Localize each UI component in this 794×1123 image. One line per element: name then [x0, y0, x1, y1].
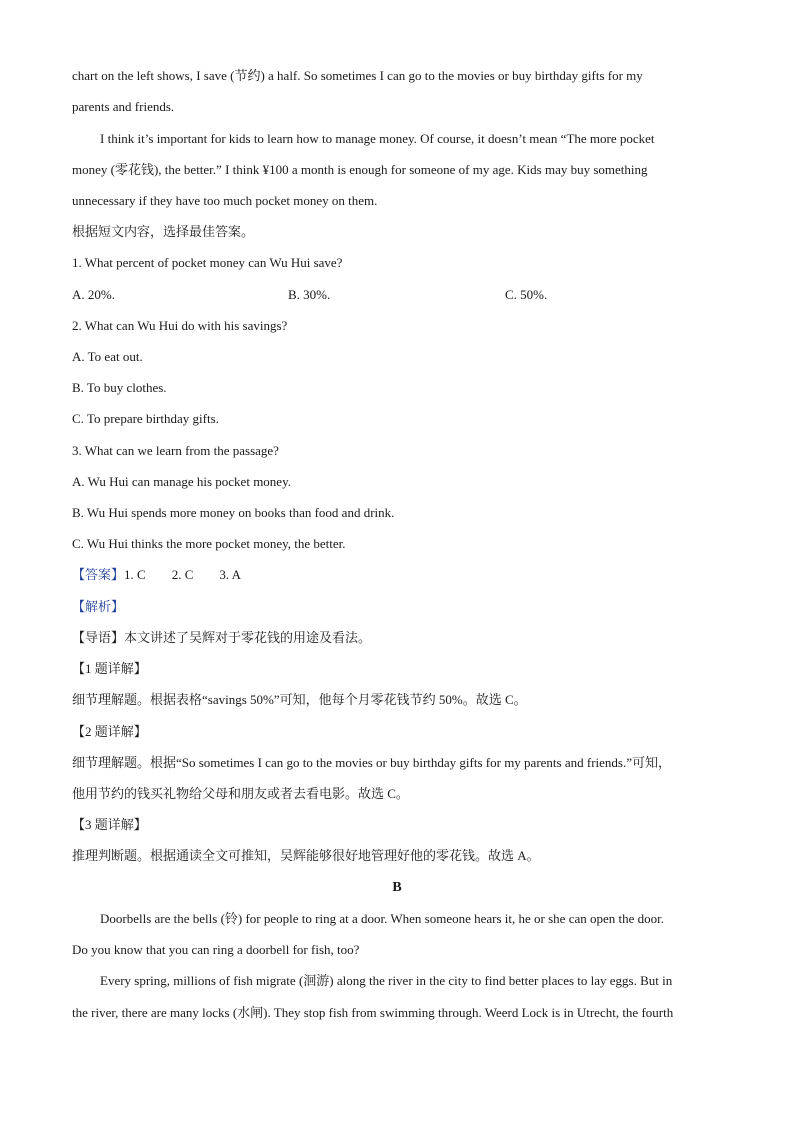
instruction: 根据短文内容，选择最佳答案。 [72, 224, 255, 239]
passage-line: Every spring, millions of fish migrate (洄游) along the river in the city to find better places to lay eggs. But in [100, 973, 673, 988]
passage-line: Do you know that you can ring a doorbell for fish, too? [72, 942, 360, 957]
q3-detail-text: 推理判断题。根据通读全文可推知，吴辉能够很好地管理好他的零花钱。故选 A。 [72, 848, 540, 863]
guide-line [72, 629, 732, 647]
option-c: C. 50%. [505, 287, 548, 302]
option-b: B. Wu Hui spends more money on books than food and drink. [72, 505, 395, 520]
answer-item: 2. C [171, 567, 194, 582]
option-c: C. To prepare birthday gifts. [72, 411, 219, 426]
q3-detail-label: 【3 题详解】 [72, 817, 147, 832]
option-a: A. Wu Hui can manage his pocket money. [72, 474, 291, 489]
question-stem: 3. What can we learn from the passage? [72, 443, 279, 458]
question-stem: 2. What can Wu Hui do with his savings? [72, 318, 288, 333]
guide-text: 本文讲述了吴辉对于零花钱的用途及看法。 [124, 630, 372, 645]
guide-label: 【导语】 [72, 630, 125, 645]
answer-label: 【答案】 [72, 567, 125, 582]
q1-detail-label: 【1 题详解】 [72, 661, 147, 676]
question-stem: 1. What percent of pocket money can Wu Hui save? [72, 255, 343, 270]
passage-line: the river, there are many locks (水闸). They stop fish from swimming through. Weerd Lock is in Utrecht, the fourth [72, 1005, 674, 1020]
passage-line: Doorbells are the bells (铃) for people to ring at a door. When someone hears it, he or she can open the door. [100, 911, 665, 926]
q2-detail-text: 他用节约的钱买礼物给父母和朋友或者去看电影。故选 C。 [72, 786, 409, 801]
passage-line: unnecessary if they have too much pocket money on them. [72, 193, 378, 208]
option-a: A. To eat out. [72, 349, 143, 364]
passage-line: I think it’s important for kids to learn how to manage money. Of course, it doesn’t mean “The more pocket [100, 131, 655, 146]
analysis-label: 【解析】 [72, 599, 125, 614]
answer-item: 1. C [124, 567, 146, 582]
q1-detail-text: 细节理解题。根据表格“savings 50%”可知，他每个月零花钱节约 50%。故选 C。 [72, 692, 527, 707]
answer-line [72, 566, 732, 584]
passage-line: money (零花钱), the better.” I think ¥100 a month is enough for someone of my age. Kids may buy something [72, 162, 648, 177]
section-heading: B [392, 880, 402, 895]
passage-line: parents and friends. [72, 99, 175, 114]
option-c: C. Wu Hui thinks the more pocket money, the better. [72, 536, 346, 551]
passage-line: chart on the left shows, I save (节约) a half. So sometimes I can go to the movies or buy birthday gifts for my [72, 68, 643, 83]
option-a: A. 20%. [72, 287, 115, 302]
q2-detail-text: 细节理解题。根据“So sometimes I can go to the movies or buy birthday gifts for my parents and friends.”可知， [72, 755, 671, 770]
option-b: B. 30%. [288, 287, 331, 302]
answer-item: 3. A [219, 567, 242, 582]
option-b: B. To buy clothes. [72, 380, 167, 395]
q2-detail-label: 【2 题详解】 [72, 724, 147, 739]
